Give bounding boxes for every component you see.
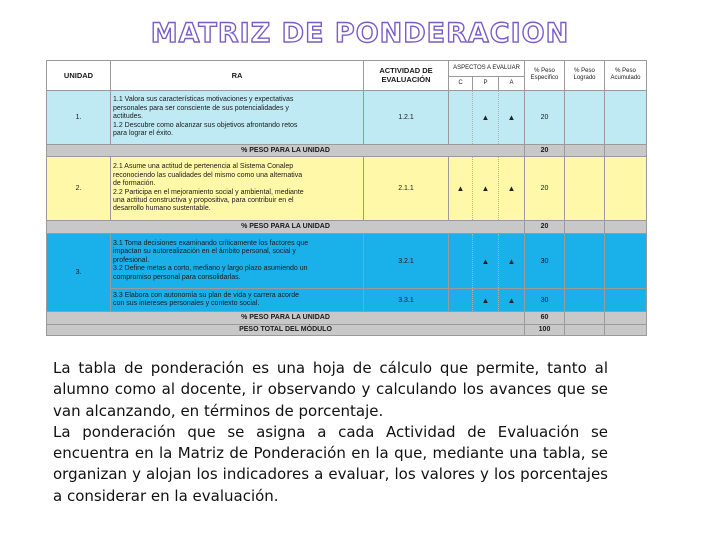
unit-label: 3. [47,233,111,312]
page-title: MATRIZ DE PONDERACION [150,18,570,49]
ra-text: 3.1 Toma decisiones examinando críticamente los factores que impactan su autorealización en el ámbito personal, social y profesional. 3.2 Define metas a corto, mediano y largo plazo asumiendo un compromiso personal para consolidarlas. [111,233,364,289]
peso-acumulado-cell [605,233,647,289]
header-ra: RA [111,61,364,91]
total-value: 100 [525,324,565,335]
aspect-mark: ▲ [499,233,525,289]
peso-acumulado-cell [605,289,647,312]
unit-sum-row [47,144,647,156]
aspect-mark [449,233,473,289]
aspect-mark: ▲ [499,157,525,221]
unit-label: 1. [47,90,111,144]
header-aspectos: ASPECTOS A EVALUAR [449,61,525,77]
activity-id: 3.3.1 [364,289,449,312]
aspect-mark: ▲ [473,157,499,221]
aspect-mark: ▲ [499,90,525,144]
activity-id: 3.2.1 [364,233,449,289]
unit-sum-label: % PESO PARA LA UNIDAD [47,144,525,156]
aspect-mark [449,90,473,144]
unit-sum-value: 20 [525,221,565,233]
header-peso-acumulado: % Peso Acumulado [605,61,647,91]
total-row [47,324,647,335]
table-row [47,289,647,312]
peso-especifico: 30 [525,289,565,312]
paragraph: La ponderación que se asigna a cada Actividad de Evaluación se encuentra en la Matriz de Ponderación en la que, mediante una tabla, se organizan y alojan los indicadores a evaluar, los valores y los porcentajes a considerar en la evaluación. [53,422,608,505]
weighting-matrix-table [46,60,647,336]
unit-sum-row [47,312,647,324]
unit-sum-label: % PESO PARA LA UNIDAD [47,312,525,324]
peso-acumulado-cell [605,90,647,144]
table-row [47,90,647,144]
table-row [47,233,647,289]
aspect-mark: ▲ [473,90,499,144]
ra-text: 2.1 Asume una actitud de pertenencia al Sistema Conalep reconociendo las cualidades del mismo como una alternativa de formación. 2.2 Participa en el mejoramiento social y ambiental, mediante una actitud constructiva y propositiva, para contribuir en el desarrollo humano sustentable. [111,157,364,221]
description-text [53,358,608,507]
unit-sum-label: % PESO PARA LA UNIDAD [47,221,525,233]
ra-text: 1.1 Valora sus características motivaciones y expectativas personales para ser consciente de sus potencialidades y actitudes. 1.2 Descubre como alcanzar sus objetivos afrontando retos para lograr el éxito. [111,90,364,144]
activity-id: 2.1.1 [364,157,449,221]
unit-sum-value: 20 [525,144,565,156]
header-peso-especifico: % Peso Específico [525,61,565,91]
header-aspect-a: A [499,76,525,90]
peso-especifico: 30 [525,233,565,289]
peso-logrado-cell [565,233,605,289]
aspect-mark [449,289,473,312]
header-peso-logrado: % Peso Logrado [565,61,605,91]
aspect-mark: ▲ [473,233,499,289]
peso-acumulado-cell [605,157,647,221]
peso-logrado-cell [565,289,605,312]
aspect-mark: ▲ [449,157,473,221]
peso-logrado-cell [565,157,605,221]
table-row [47,157,647,221]
peso-especifico: 20 [525,157,565,221]
header-actividad: ACTIVIDAD DE EVALUACIÓN [364,61,449,91]
peso-logrado-cell [565,90,605,144]
header-aspect-c: C [449,76,473,90]
activity-id: 1.2.1 [364,90,449,144]
header-aspect-p: P [473,76,499,90]
paragraph: La tabla de ponderación es una hoja de cálculo que permite, tanto al alumno como al docente, ir observando y calculando los avances que se van alcanzando, en términos de porcentaje. [53,359,608,420]
header-unidad: UNIDAD [47,61,111,91]
unit-label: 2. [47,157,111,221]
peso-especifico: 20 [525,90,565,144]
aspect-mark: ▲ [499,289,525,312]
ra-text: 3.3 Elabora con autonomía su plan de vida y carrera acorde con sus intereses personales y contexto social. [111,289,364,312]
aspect-mark: ▲ [473,289,499,312]
total-label: PESO TOTAL DEL MÓDULO [47,324,525,335]
unit-sum-row [47,221,647,233]
unit-sum-value: 60 [525,312,565,324]
